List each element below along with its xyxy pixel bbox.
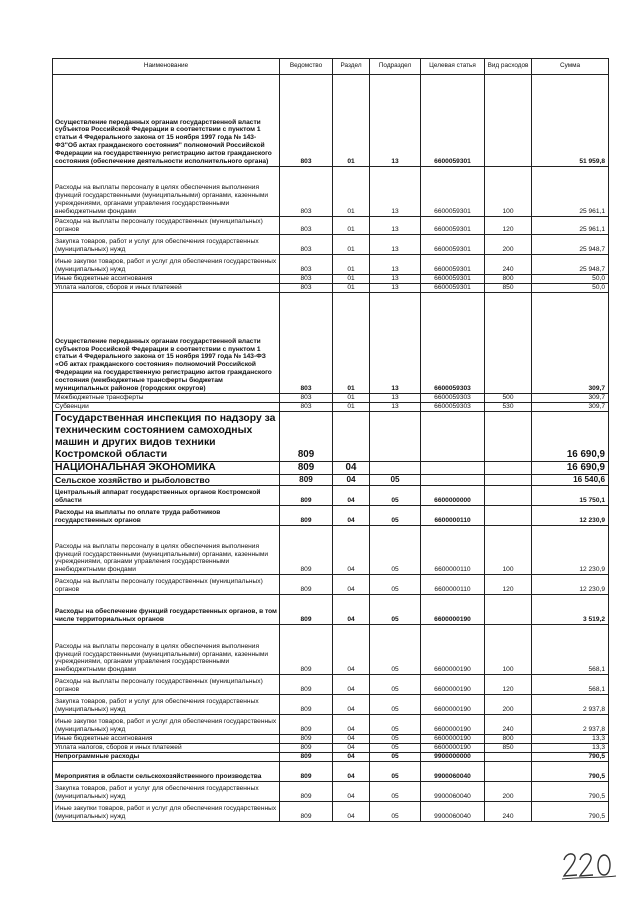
row-celevaya-statya: 6600059303 <box>421 293 485 394</box>
row-vedomstvo: 809 <box>280 802 333 822</box>
row-podrazdel: 05 <box>370 715 421 735</box>
table-row <box>53 802 609 822</box>
row-podrazdel: 05 <box>370 526 421 575</box>
row-summa: 12 230,9 <box>532 526 609 575</box>
row-razdel: 04 <box>333 462 370 475</box>
row-celevaya-statya <box>421 412 485 462</box>
row-summa: 3 519,2 <box>532 595 609 625</box>
row-razdel: 04 <box>333 782 370 802</box>
row-name: Расходы на выплаты персоналу государственных (муниципальных) органов <box>53 217 280 235</box>
row-name: Иные закупки товаров, работ и услуг для обеспечения государственных (муниципальных) нужд <box>53 802 280 822</box>
row-podrazdel: 05 <box>370 782 421 802</box>
row-name: Расходы на выплаты персоналу государственных (муниципальных) органов <box>53 675 280 695</box>
row-razdel: 01 <box>333 235 370 255</box>
row-summa: 2 937,8 <box>532 715 609 735</box>
table-row <box>53 217 609 235</box>
row-vid-rashodov <box>485 486 532 506</box>
row-vedomstvo: 809 <box>280 526 333 575</box>
row-razdel: 01 <box>333 284 370 293</box>
row-vid-rashodov <box>485 293 532 394</box>
row-vid-rashodov: 530 <box>485 403 532 412</box>
row-podrazdel: 05 <box>370 475 421 486</box>
table-row <box>53 284 609 293</box>
header-name: Наименование <box>53 59 280 75</box>
row-name: Расходы на выплаты по оплате труда работников государственных органов <box>53 506 280 526</box>
row-celevaya-statya: 6600000110 <box>421 575 485 595</box>
row-podrazdel: 05 <box>370 575 421 595</box>
row-vedomstvo: 809 <box>280 475 333 486</box>
row-celevaya-statya: 6600000190 <box>421 695 485 715</box>
row-celevaya-statya: 6600000110 <box>421 506 485 526</box>
table-row <box>53 75 609 167</box>
row-summa: 12 230,9 <box>532 575 609 595</box>
row-podrazdel: 13 <box>370 75 421 167</box>
row-celevaya-statya: 6600059301 <box>421 167 485 217</box>
row-vedomstvo: 803 <box>280 167 333 217</box>
row-vedomstvo: 809 <box>280 675 333 695</box>
table-row <box>53 486 609 506</box>
row-razdel: 04 <box>333 744 370 753</box>
row-summa: 568,1 <box>532 675 609 695</box>
row-name: Расходы на выплаты персоналу в целях обеспечения выполнения функций государственными (муниципальными) органами, казенными учреждениями, органами управления государственными внебюджетными фондами <box>53 167 280 217</box>
row-vid-rashodov <box>485 762 532 782</box>
row-vid-rashodov: 240 <box>485 802 532 822</box>
row-vid-rashodov: 120 <box>485 675 532 695</box>
row-summa: 309,7 <box>532 403 609 412</box>
table-row <box>53 675 609 695</box>
header-razdel: Раздел <box>333 59 370 75</box>
row-name: Закупка товаров, работ и услуг для обеспечения государственных (муниципальных) нужд <box>53 782 280 802</box>
row-celevaya-statya: 9900060040 <box>421 782 485 802</box>
row-vid-rashodov: 800 <box>485 735 532 744</box>
row-podrazdel <box>370 462 421 475</box>
header-vedomstvo: Ведомство <box>280 59 333 75</box>
header-vid-rashodov: Вид расходов <box>485 59 532 75</box>
row-summa: 50,0 <box>532 284 609 293</box>
row-vid-rashodov <box>485 412 532 462</box>
row-celevaya-statya <box>421 475 485 486</box>
row-podrazdel: 05 <box>370 695 421 715</box>
row-celevaya-statya: 6600059301 <box>421 217 485 235</box>
row-razdel: 04 <box>333 753 370 762</box>
row-celevaya-statya <box>421 462 485 475</box>
row-summa: 13,3 <box>532 744 609 753</box>
row-vedomstvo: 803 <box>280 394 333 403</box>
row-vedomstvo: 809 <box>280 506 333 526</box>
table-row <box>53 403 609 412</box>
row-vid-rashodov: 200 <box>485 782 532 802</box>
header-celevaya-statya: Целевая статья <box>421 59 485 75</box>
row-razdel: 01 <box>333 167 370 217</box>
row-razdel: 01 <box>333 293 370 394</box>
table-row <box>53 255 609 275</box>
row-vedomstvo: 803 <box>280 293 333 394</box>
row-summa: 790,5 <box>532 753 609 762</box>
row-razdel: 04 <box>333 695 370 715</box>
row-vid-rashodov <box>485 462 532 475</box>
row-celevaya-statya: 6600059301 <box>421 255 485 275</box>
row-celevaya-statya: 9900000000 <box>421 753 485 762</box>
table-row <box>53 394 609 403</box>
row-celevaya-statya: 6600000190 <box>421 625 485 675</box>
row-vid-rashodov: 100 <box>485 625 532 675</box>
row-razdel: 04 <box>333 802 370 822</box>
row-razdel: 04 <box>333 575 370 595</box>
row-podrazdel: 05 <box>370 753 421 762</box>
row-vedomstvo: 809 <box>280 744 333 753</box>
row-summa: 25 948,7 <box>532 235 609 255</box>
table-row <box>53 275 609 284</box>
table-row <box>53 506 609 526</box>
row-vedomstvo: 809 <box>280 715 333 735</box>
row-celevaya-statya: 6600059301 <box>421 284 485 293</box>
row-vedomstvo: 809 <box>280 782 333 802</box>
row-celevaya-statya: 6600000190 <box>421 744 485 753</box>
row-vid-rashodov <box>485 753 532 762</box>
row-vid-rashodov: 500 <box>485 394 532 403</box>
row-vedomstvo: 803 <box>280 217 333 235</box>
row-podrazdel: 05 <box>370 675 421 695</box>
row-name: Иные бюджетные ассигнования <box>53 735 280 744</box>
table-row <box>53 744 609 753</box>
row-vedomstvo: 803 <box>280 75 333 167</box>
budget-table <box>52 58 609 822</box>
row-vid-rashodov: 240 <box>485 715 532 735</box>
row-summa: 790,5 <box>532 782 609 802</box>
row-celevaya-statya: 6600000190 <box>421 715 485 735</box>
table-row <box>53 412 609 462</box>
table-row <box>53 595 609 625</box>
row-vedomstvo: 809 <box>280 735 333 744</box>
row-podrazdel: 05 <box>370 744 421 753</box>
row-podrazdel: 13 <box>370 293 421 394</box>
row-razdel: 04 <box>333 486 370 506</box>
row-summa: 2 937,8 <box>532 695 609 715</box>
row-razdel: 01 <box>333 255 370 275</box>
row-summa: 790,5 <box>532 802 609 822</box>
row-vedomstvo: 809 <box>280 462 333 475</box>
row-razdel: 01 <box>333 403 370 412</box>
row-podrazdel: 13 <box>370 284 421 293</box>
row-vedomstvo: 809 <box>280 753 333 762</box>
table-row <box>53 235 609 255</box>
row-name: Иные бюджетные ассигнования <box>53 275 280 284</box>
row-razdel: 01 <box>333 217 370 235</box>
table-row <box>53 526 609 575</box>
row-podrazdel: 13 <box>370 167 421 217</box>
row-podrazdel: 05 <box>370 762 421 782</box>
row-summa: 25 961,1 <box>532 217 609 235</box>
row-summa: 25 948,7 <box>532 255 609 275</box>
row-podrazdel: 13 <box>370 275 421 284</box>
row-vid-rashodov <box>485 75 532 167</box>
row-celevaya-statya: 6600059301 <box>421 275 485 284</box>
row-vedomstvo: 803 <box>280 403 333 412</box>
row-name: Расходы на выплаты персоналу в целях обеспечения выполнения функций государственными (муниципальными) органами, казенными учреждениями, органами управления государственными внебюджетными фондами <box>53 526 280 575</box>
row-vedomstvo: 809 <box>280 695 333 715</box>
row-vedomstvo: 809 <box>280 412 333 462</box>
row-celevaya-statya: 6600000190 <box>421 735 485 744</box>
row-vedomstvo: 803 <box>280 275 333 284</box>
table-row <box>53 167 609 217</box>
handwritten-page-number <box>560 848 618 882</box>
row-vid-rashodov: 800 <box>485 275 532 284</box>
row-podrazdel: 05 <box>370 802 421 822</box>
row-vid-rashodov: 850 <box>485 284 532 293</box>
row-celevaya-statya: 6600059303 <box>421 403 485 412</box>
table-row <box>53 475 609 486</box>
row-summa: 15 750,1 <box>532 486 609 506</box>
row-name: Иные закупки товаров, работ и услуг для обеспечения государственных (муниципальных) нужд <box>53 715 280 735</box>
row-summa: 50,0 <box>532 275 609 284</box>
row-razdel: 04 <box>333 526 370 575</box>
row-razdel: 01 <box>333 75 370 167</box>
row-summa: 13,3 <box>532 735 609 744</box>
row-podrazdel: 13 <box>370 403 421 412</box>
table-row <box>53 293 609 394</box>
row-vid-rashodov: 100 <box>485 167 532 217</box>
row-name: Межбюджетные трансферты <box>53 394 280 403</box>
row-podrazdel: 05 <box>370 506 421 526</box>
row-vid-rashodov: 850 <box>485 744 532 753</box>
row-celevaya-statya: 6600000190 <box>421 675 485 695</box>
row-celevaya-statya: 6600059301 <box>421 75 485 167</box>
row-summa: 568,1 <box>532 625 609 675</box>
table-row <box>53 762 609 782</box>
row-name: Субвенции <box>53 403 280 412</box>
row-vid-rashodov: 200 <box>485 235 532 255</box>
row-vedomstvo: 809 <box>280 486 333 506</box>
table-row <box>53 782 609 802</box>
row-vid-rashodov <box>485 595 532 625</box>
row-razdel: 04 <box>333 735 370 744</box>
row-razdel: 04 <box>333 506 370 526</box>
row-podrazdel: 13 <box>370 217 421 235</box>
row-name: Мероприятия в области сельскохозяйственного производства <box>53 762 280 782</box>
row-name: НАЦИОНАЛЬНАЯ ЭКОНОМИКА <box>53 462 280 475</box>
row-name: Непрограммные расходы <box>53 753 280 762</box>
row-celevaya-statya: 9900060040 <box>421 802 485 822</box>
row-vedomstvo: 809 <box>280 595 333 625</box>
row-summa: 790,5 <box>532 762 609 782</box>
header-summa: Сумма <box>532 59 609 75</box>
row-vedomstvo: 809 <box>280 762 333 782</box>
row-podrazdel: 05 <box>370 595 421 625</box>
row-razdel: 04 <box>333 625 370 675</box>
row-celevaya-statya: 6600059301 <box>421 235 485 255</box>
row-vedomstvo: 803 <box>280 255 333 275</box>
row-name: Уплата налогов, сборов и иных платежей <box>53 284 280 293</box>
header-row <box>53 59 609 75</box>
row-celevaya-statya: 6600000000 <box>421 486 485 506</box>
row-razdel: 04 <box>333 715 370 735</box>
row-name: Закупка товаров, работ и услуг для обеспечения государственных (муниципальных) нужд <box>53 695 280 715</box>
row-vid-rashodov: 120 <box>485 575 532 595</box>
row-name: Иные закупки товаров, работ и услуг для обеспечения государственных (муниципальных) нужд <box>53 255 280 275</box>
header-podrazdel: Подраздел <box>370 59 421 75</box>
row-vedomstvo: 809 <box>280 625 333 675</box>
row-razdel: 01 <box>333 275 370 284</box>
row-vid-rashodov: 120 <box>485 217 532 235</box>
row-name: Уплата налогов, сборов и иных платежей <box>53 744 280 753</box>
row-celevaya-statya: 6600000190 <box>421 595 485 625</box>
row-podrazdel: 05 <box>370 625 421 675</box>
row-razdel: 01 <box>333 394 370 403</box>
row-vedomstvo: 809 <box>280 575 333 595</box>
row-podrazdel: 05 <box>370 735 421 744</box>
table-row <box>53 625 609 675</box>
row-name: Закупка товаров, работ и услуг для обеспечения государственных (муниципальных) нужд <box>53 235 280 255</box>
row-summa: 16 690,9 <box>532 412 609 462</box>
table-row <box>53 575 609 595</box>
row-podrazdel: 13 <box>370 394 421 403</box>
row-podrazdel: 13 <box>370 255 421 275</box>
row-summa: 16 690,9 <box>532 462 609 475</box>
row-vid-rashodov: 240 <box>485 255 532 275</box>
row-razdel: 04 <box>333 675 370 695</box>
row-razdel: 04 <box>333 475 370 486</box>
table-row <box>53 715 609 735</box>
table-row <box>53 462 609 475</box>
row-summa: 309,7 <box>532 293 609 394</box>
row-summa: 25 961,1 <box>532 167 609 217</box>
row-name: Расходы на обеспечение функций государственных органов, в том числе территориальных органов <box>53 595 280 625</box>
row-celevaya-statya: 9900060040 <box>421 762 485 782</box>
table-row <box>53 695 609 715</box>
row-summa: 309,7 <box>532 394 609 403</box>
table-row <box>53 735 609 744</box>
row-name: Центральный аппарат государственных органов Костромской области <box>53 486 280 506</box>
row-celevaya-statya: 6600059303 <box>421 394 485 403</box>
row-razdel <box>333 412 370 462</box>
row-vedomstvo: 803 <box>280 235 333 255</box>
row-summa: 12 230,9 <box>532 506 609 526</box>
row-razdel: 04 <box>333 762 370 782</box>
row-celevaya-statya: 6600000110 <box>421 526 485 575</box>
row-vid-rashodov: 200 <box>485 695 532 715</box>
row-name: Расходы на выплаты персоналу государственных (муниципальных) органов <box>53 575 280 595</box>
row-vid-rashodov <box>485 475 532 486</box>
row-summa: 51 959,8 <box>532 75 609 167</box>
row-podrazdel: 13 <box>370 235 421 255</box>
table-row <box>53 753 609 762</box>
row-name: Расходы на выплаты персоналу в целях обеспечения выполнения функций государственными (муниципальными) органами, казенными учреждениями, органами управления государственными внебюджетными фондами <box>53 625 280 675</box>
row-name: Государственная инспекция по надзору за техническим состоянием самоходных машин и других видов техники Костромской области <box>53 412 280 462</box>
row-name: Осуществление переданных органам государственной власти субъектов Российской Федерации в соответствии с пунктом 1 статьи 4 Федерального закона от 15 ноября 1997 года № 143-ФЗ «Об актах гражданского состояния» полномочий Российской Федерации на государственную регистрацию актов гражданского состояния (межбюджетные трансферты бюджетам муниципальных районов (городских округов) <box>53 293 280 394</box>
row-vedomstvo: 803 <box>280 284 333 293</box>
row-podrazdel <box>370 412 421 462</box>
row-name: Осуществление переданных органам государственной власти субъектов Российской Федерации в соответствии с пунктом 1 статьи 4 Федерального закона от 15 ноября 1997 года № 143-ФЗ"Об актах гражданского состояния" полномочий Российской Федерации на государственную регистрацию актов гражданского состояния (обеспечение деятельности исполнительного органа) <box>53 75 280 167</box>
row-summa: 16 540,6 <box>532 475 609 486</box>
row-vid-rashodov <box>485 506 532 526</box>
row-name: Сельское хозяйство и рыболовство <box>53 475 280 486</box>
row-razdel: 04 <box>333 595 370 625</box>
row-podrazdel: 05 <box>370 486 421 506</box>
row-vid-rashodov: 100 <box>485 526 532 575</box>
